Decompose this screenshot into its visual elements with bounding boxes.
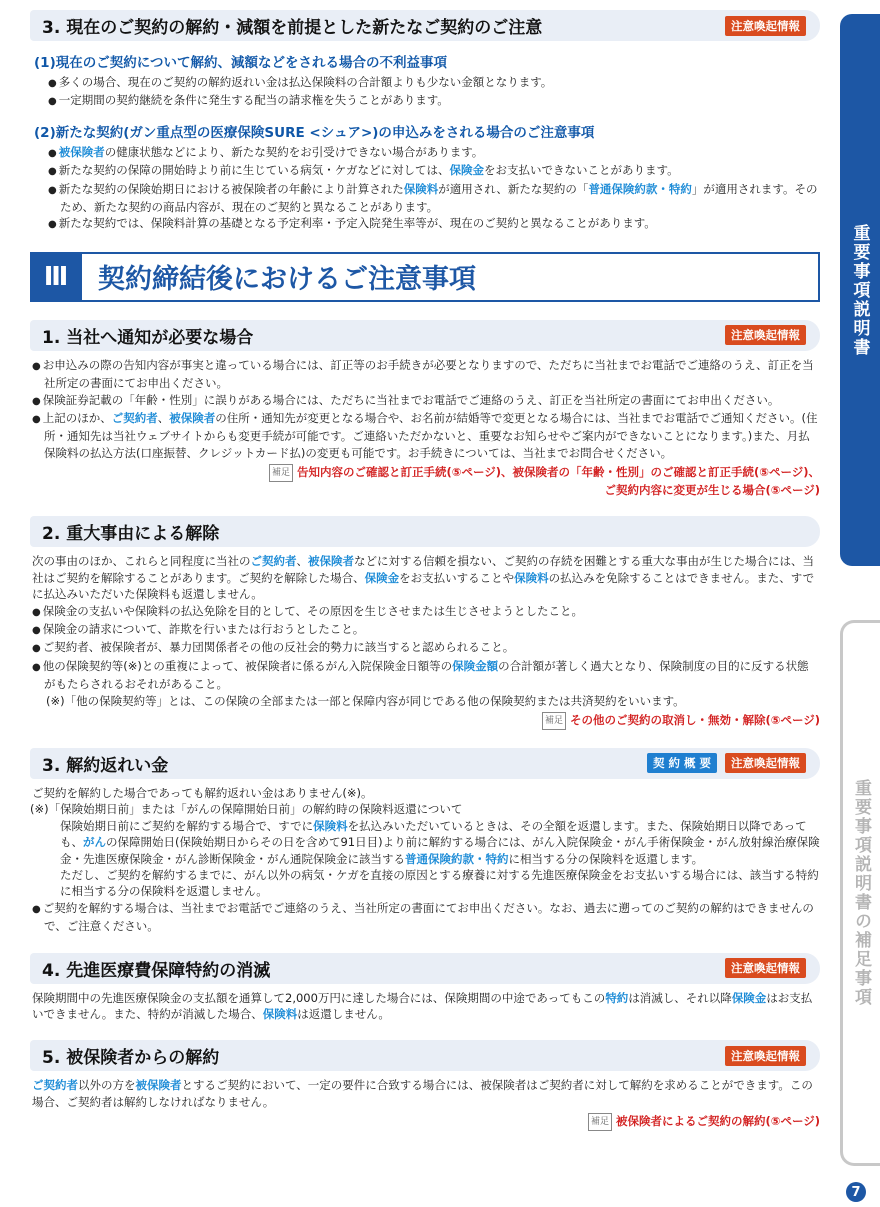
paragraph (30, 990, 820, 1023)
page-number: 7 (846, 1182, 866, 1202)
list-item: ● お申込みの際の告知内容が事実と違っている場合には、訂正等のお手続きが必要となりますので、ただちに当社までお電話でご連絡のうえ、訂正を当社所定の書面にてお申出ください。 (30, 357, 820, 392)
section-header (30, 320, 820, 351)
text: 新たな契約の保険始期日における被保険者の年齢により計算された (58, 181, 404, 196)
section-title: 2. 重大事由による解除 (42, 524, 220, 545)
text: の合計額が著しく過大となり、保険制度の目的に反する状態がもたらされるおそれがあること。 (44, 658, 809, 692)
subsection-title: (2)新たな契約(ガン重点型の医療保険SURE <シュア>)の申込みをされる場合のご注意事項 (34, 124, 595, 141)
section-header (30, 516, 820, 547)
reference-link[interactable]: 告知内容のご確認と訂正手続(⑤ページ)、被保険者の「年齢・性別」のご確認と訂正手続(⑤ページ)、 (296, 465, 820, 480)
term-link[interactable]: 保険金額 (452, 658, 499, 673)
chapter-header (30, 252, 820, 302)
term-link[interactable]: 被保険者 (308, 554, 354, 569)
text: が適用され、新たな契約の「 (438, 181, 589, 196)
section-title: 1. 当社へ通知が必要な場合 (42, 327, 254, 348)
text: とするご契約において、一定の要件に合致する場合には、被保険者はご契約者に対して解約を求めることができます。この場合、ご契約者は解約しなければなりません。 (32, 1078, 813, 1109)
side-tab-label: 重要事項説明書の補足事項 (851, 779, 871, 1007)
list-item: ● ご契約者、被保険者が、暴力団関係者その他の反社会的勢力に該当すると認められること。 (30, 639, 820, 657)
list-item (30, 410, 820, 461)
paragraph: ご契約を解約した場合であっても解約返れい金はありません(※)。 (32, 785, 373, 800)
term-link[interactable]: 被保険者 (58, 144, 105, 159)
list-item: ● 保険金の請求について、詐欺を行いまたは行おうとしたこと。 (30, 621, 820, 639)
term-link[interactable]: 普通保険約款・特約 (405, 851, 509, 866)
bullet-list (30, 144, 820, 234)
section-title: 5. 被保険者からの解約 (42, 1048, 220, 1069)
caution-badge: 注意喚起情報 (725, 753, 806, 773)
document-body (30, 10, 820, 1131)
supplement-reference[interactable] (30, 712, 820, 730)
text: をお支払いできないことがあります。 (484, 163, 679, 178)
text: を払込みいただいているときは、その全額を返還します。また、保険始期日以降であっても、 (60, 818, 807, 850)
supplement-reference[interactable] (30, 1113, 820, 1131)
term-link[interactable]: 保険料 (403, 181, 439, 196)
term-link[interactable]: 保険料 (313, 818, 348, 833)
side-tab-supplementary[interactable] (840, 620, 880, 1166)
list-item (30, 181, 820, 216)
text: はお支払いできません。また、特約が消滅した場合、 (32, 990, 813, 1021)
footnote-heading: (※)「保険始期日前」または「がんの保障開始日前」の解約時の保険料返還について (30, 802, 463, 817)
caution-badge: 注意喚起情報 (725, 958, 806, 978)
side-tab-label: 重要事項説明書 (849, 223, 870, 357)
list-item: ● 新たな契約では、保険料計算の基礎となる予定利率・予定入院発生率等が、現在のご契約と異なることがあります。 (30, 215, 820, 233)
text: の住所・通知先が変更となる場合や、お名前が結婚等で変更となる場合には、当社までお電話でご通知ください。(住所・通知先は当社ウェブサイトからも変更手続が可能です。ご連絡いただかないと、重要なお知らせやご案内ができないことになります。)また、月払保険料の払込方法(口座振替、クレジットカード払)の変更も可能です。お手続きについては、当社までお問合せください。 (44, 411, 818, 460)
text: 以外の方を (78, 1078, 136, 1093)
list-item (30, 658, 820, 693)
text: は返還しません。 (297, 1007, 390, 1021)
text: 保険始期日前にご契約を解約する場合で、すでに (60, 818, 314, 833)
term-link[interactable]: 保険料 (514, 570, 549, 585)
reference-link[interactable]: その他のご契約の取消し・無効・解除(⑤ページ) (569, 712, 820, 727)
subsection-title: (1)現在のご契約について解約、減額などをされる場合の不利益事項 (34, 55, 447, 71)
reference-link[interactable]: 被保険者によるご契約の解約(⑤ページ) (615, 1114, 820, 1129)
term-link[interactable]: ご契約者 (32, 1078, 78, 1093)
section-title: 4. 先進医療費保障特約の消滅 (42, 960, 271, 981)
text: の保障開始日(保険始期日からその日を含めて91日目)より前に解約する場合には、がん入院保険金・がん手術保険金・がん放射線治療保険金・先進医療保険金・がん診断保険金・がん通院保険金に該当する (60, 835, 820, 866)
bullet-list (30, 357, 820, 461)
term-link[interactable]: がん (83, 835, 106, 850)
supplement-tag: 補足 (588, 1113, 612, 1131)
text: 、 (157, 411, 170, 426)
text: の払込みを免除することはできません。また、すでに払込みいただいた保険料も返還しません。 (32, 570, 815, 602)
caution-badge: 注意喚起情報 (725, 325, 806, 345)
bullet-list (30, 900, 820, 935)
term-link[interactable]: 保険金 (731, 990, 767, 1005)
caution-badge: 注意喚起情報 (725, 1046, 806, 1066)
term-link[interactable]: 普通保険約款・特約 (588, 181, 692, 196)
text: 」が適用されます。そのため、新たな契約の商品内容が、現在のご契約と異なることがあります。 (60, 181, 818, 215)
paragraph (30, 1077, 820, 1110)
list-item: ● 保険金の支払いや保険料の払込免除を目的として、その原因を生じさせまたは生じさせようとしたこと。 (30, 603, 820, 621)
supplement-tag: 補足 (542, 712, 566, 730)
supplement-reference[interactable] (30, 464, 820, 498)
text: に相当する分の保険料を返還します。 (508, 851, 704, 866)
caution-badge: 注意喚起情報 (725, 16, 806, 36)
text: 他の保険契約等(※)との重複によって、被保険者に係るがん入院保険金日額等の (42, 658, 453, 673)
list-item: ● 保険証券記載の「年齢・性別」に誤りがある場合には、ただちに当社までお電話でご連絡のうえ、訂正を当社所定の書面にてお申出ください。 (30, 392, 820, 410)
side-tab-important-matters[interactable] (840, 14, 880, 566)
section-header (30, 953, 820, 984)
section-title: 3. 現在のご契約の解約・減額を前提とした新たなご契約のご注意 (42, 18, 543, 38)
section-title: 3. 解約返れい金 (42, 755, 169, 776)
list-item: ● ご契約を解約する場合は、当社までお電話でご連絡のうえ、当社所定の書面にてお申出ください。なお、過去に遡ってのご契約の解約はできませんので、ご注意ください。 (30, 900, 820, 935)
term-link[interactable]: ご契約者 (111, 411, 158, 426)
footnote-body: ただし、ご契約を解約するまでに、がん以外の病気・ケガを直接の原因とする療養に対する先進医療保険金をお支払いする場合には、該当する特約に相当する分の保険料を返還しません。 (60, 867, 819, 899)
term-link[interactable]: 保険金 (449, 163, 485, 178)
bullet-list (30, 603, 820, 693)
term-link[interactable]: 保険金 (364, 570, 400, 585)
text: 上記のほか、 (42, 411, 112, 426)
text: の健康状態などにより、新たな契約をお引受けできない場合があります。 (104, 144, 484, 159)
reference-link[interactable]: ご契約内容に変更が生じる場合(⑤ページ) (604, 483, 820, 498)
list-item (30, 144, 820, 162)
list-item: ● 一定期間の契約継続を条件に発生する配当の請求権を失うことがあります。 (30, 92, 820, 110)
chapter-title: 契約締結後におけるご注意事項 (98, 264, 476, 296)
text: は消滅し、それ以降 (628, 990, 732, 1005)
term-link[interactable]: 被保険者 (135, 1078, 182, 1093)
paragraph (30, 553, 820, 602)
footnote: (※)「他の保険契約等」とは、この保険の全部または一部と保障内容が同じである他の保険契約または共済契約をいいます。 (46, 693, 685, 708)
section-header (30, 10, 820, 41)
text: などに対する信頼を損ない、ご契約の存続を困難とする重大な事由が生じた場合には、当社はご契約を解除することがあります。ご契約を解除した場合、 (32, 554, 814, 585)
text: 保険期間中の先進医療保険金の支払額を通算して2,000万円に達した場合には、保険期間の中途であってもこの (32, 990, 606, 1005)
term-link[interactable]: 被保険者 (169, 411, 216, 426)
text: 、 (296, 554, 308, 569)
list-item: ● 多くの場合、現在のご契約の解約返れい金は払込保険料の合計額よりも少ない金額となります。 (30, 74, 820, 92)
term-link[interactable]: ご契約者 (250, 554, 297, 569)
footnote-body (30, 818, 820, 867)
bullet-list (30, 74, 820, 111)
section-header (30, 1040, 820, 1071)
supplement-tag: 補足 (269, 464, 293, 482)
section-header (30, 748, 820, 779)
term-link[interactable]: 特約 (605, 990, 629, 1005)
chapter-number: Ⅲ (30, 252, 82, 302)
text: 新たな契約の保障の開始時より前に生じている病気・ケガなどに対しては、 (58, 163, 450, 178)
summary-badge: 契 約 概 要 (647, 753, 717, 773)
term-link[interactable]: 保険料 (262, 1007, 298, 1021)
text: 次の事由のほか、これらと同程度に当社の (32, 554, 251, 569)
text: をお支払いすることや (399, 570, 515, 585)
list-item (30, 162, 820, 180)
